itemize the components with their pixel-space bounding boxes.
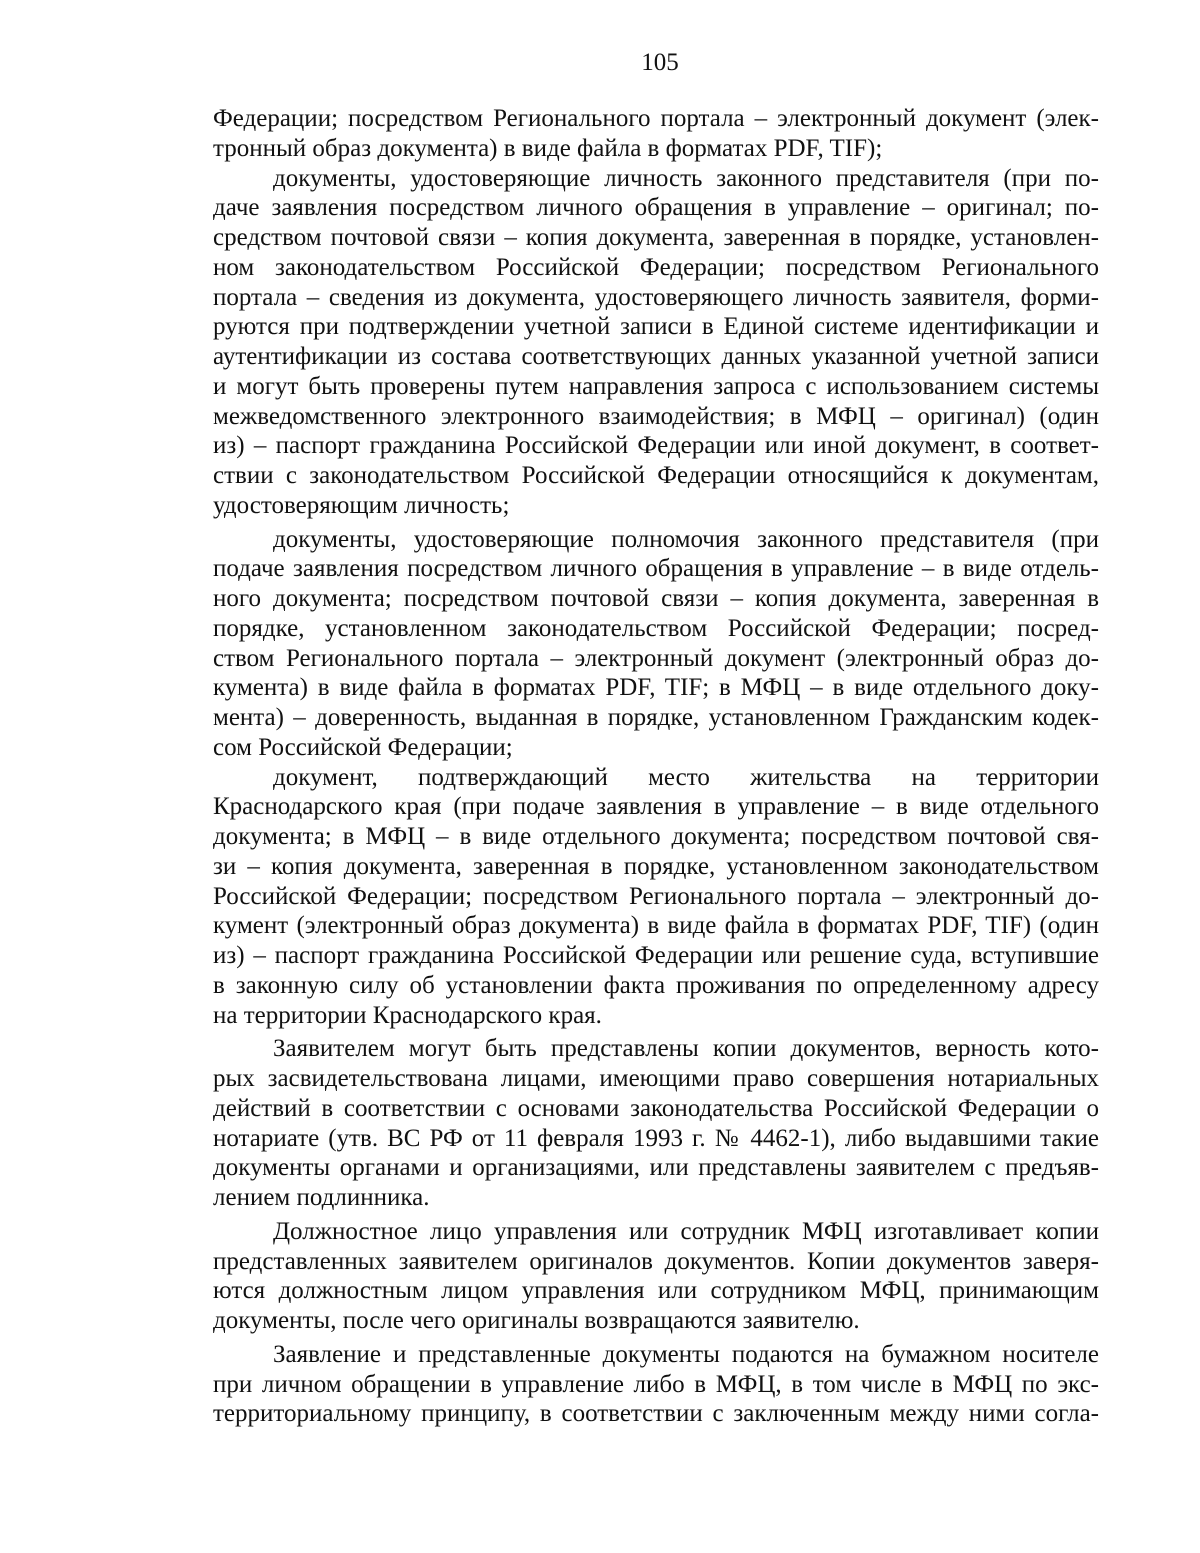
text-line: документа; в МФЦ – в виде отдельного документа; посредством почтовой свя- bbox=[213, 823, 1099, 850]
text-line: в законную силу об установлении факта проживания по определенному адресу bbox=[213, 971, 1099, 999]
text-line: на территории Краснодарского края. bbox=[213, 1001, 602, 1029]
page-number: 105 bbox=[641, 49, 679, 76]
text-line: территориальному принципу, в соответствии с заключенным между ними согла- bbox=[213, 1400, 1099, 1428]
text-line: действий в соответствии с основами законодательства Российской Федерации о bbox=[213, 1094, 1099, 1122]
text-line: рых засвидетельствована лицами, имеющими право совершения нотариальных bbox=[213, 1065, 1099, 1092]
text-line: при личном обращении в управление либо в МФЦ, в том числе в МФЦ по экс- bbox=[213, 1370, 1099, 1398]
text-line: ством Регионального портала – электронный документ (электронный образ до- bbox=[213, 644, 1099, 672]
text-line: нотариате (утв. ВС РФ от 11 февраля 1993 г. № 4462-1), либо выдавшими такие bbox=[213, 1124, 1099, 1152]
text-line: Заявителем могут быть представлены копии документов, верность кото- bbox=[273, 1035, 1099, 1063]
text-line: из) – паспорт гражданина Российской Федерации или решение суда, вступившие bbox=[213, 942, 1099, 969]
text-line: аутентификации из состава соответствующих данных указанной учетной записи bbox=[213, 343, 1099, 370]
text-line: даче заявления посредством личного обращения в управление – оригинал; по- bbox=[213, 194, 1099, 222]
text-line: документы органами и организациями, или представлены заявителем с предъяв- bbox=[213, 1154, 1099, 1182]
text-line: документы, удостоверяющие личность законного представителя (при по- bbox=[273, 164, 1099, 192]
text-line: документы, после чего оригиналы возвращаются заявителю. bbox=[213, 1307, 860, 1334]
text-line: Федерации; посредством Регионального портала – электронный документ (элек- bbox=[213, 105, 1099, 132]
text-line: зи – копия документа, заверенная в порядке, установленном законодательством bbox=[213, 852, 1099, 880]
text-line: ются должностным лицом управления или сотрудником МФЦ, принимающим bbox=[213, 1277, 1099, 1305]
text-line: из) – паспорт гражданина Российской Федерации или иной документ, в соответ- bbox=[213, 432, 1099, 460]
text-line: ного документа; посредством почтовой связи – копия документа, заверенная в bbox=[213, 585, 1099, 612]
text-line: средством почтовой связи – копия документа, заверенная в порядке, установлен- bbox=[213, 224, 1099, 251]
text-line: порядке, установленном законодательством Российской Федерации; посред- bbox=[213, 614, 1099, 642]
text-line: представленных заявителем оригиналов документов. Копии документов заверя- bbox=[213, 1247, 1099, 1275]
text-line: подаче заявления посредством личного обращения в управление – в виде отдель- bbox=[213, 555, 1099, 583]
text-line: межведомственного электронного взаимодействия; в МФЦ – оригинал) (один bbox=[213, 402, 1099, 430]
text-line: портала – сведения из документа, удостоверяющего личность заявителя, форми- bbox=[213, 283, 1099, 311]
document-body bbox=[213, 104, 1099, 1429]
text-line: удостоверяющим личность; bbox=[213, 491, 510, 519]
text-line: кумент (электронный образ документа) в виде файла в форматах PDF, TIF) (один bbox=[213, 912, 1099, 940]
text-line: сом Российской Федерации; bbox=[213, 733, 513, 761]
text-line: лением подлинника. bbox=[213, 1184, 430, 1211]
text-line: руются при подтверждении учетной записи в Единой системе идентификации и bbox=[213, 313, 1099, 341]
text-line: ствии с законодательством Российской Федерации относящийся к документам, bbox=[213, 462, 1099, 489]
text-line: кумента) в виде файла в форматах PDF, TIF; в МФЦ – в виде отдельного доку- bbox=[213, 674, 1099, 702]
text-line: и могут быть проверены путем направления запроса с использованием системы bbox=[213, 372, 1099, 400]
text-line: документы, удостоверяющие полномочия законного представителя (при bbox=[273, 525, 1099, 553]
text-line: Заявление и представленные документы подаются на бумажном носителе bbox=[273, 1340, 1099, 1368]
text-line: Должностное лицо управления или сотрудник МФЦ изготавливает копии bbox=[273, 1217, 1099, 1245]
text-line: ном законодательством Российской Федерации; посредством Регионального bbox=[213, 253, 1099, 281]
text-line: Российской Федерации; посредством Регионального портала – электронный до- bbox=[213, 882, 1099, 910]
text-line: мента) – доверенность, выданная в порядке, установленном Гражданским кодек- bbox=[213, 704, 1099, 731]
text-line: Краснодарского края (при подаче заявления в управление – в виде отдельного bbox=[213, 793, 1099, 821]
text-line: тронный образ документа) в виде файла в форматах PDF, TIF); bbox=[213, 134, 883, 162]
text-line: документ, подтверждающий место жительства на территории bbox=[273, 763, 1099, 791]
